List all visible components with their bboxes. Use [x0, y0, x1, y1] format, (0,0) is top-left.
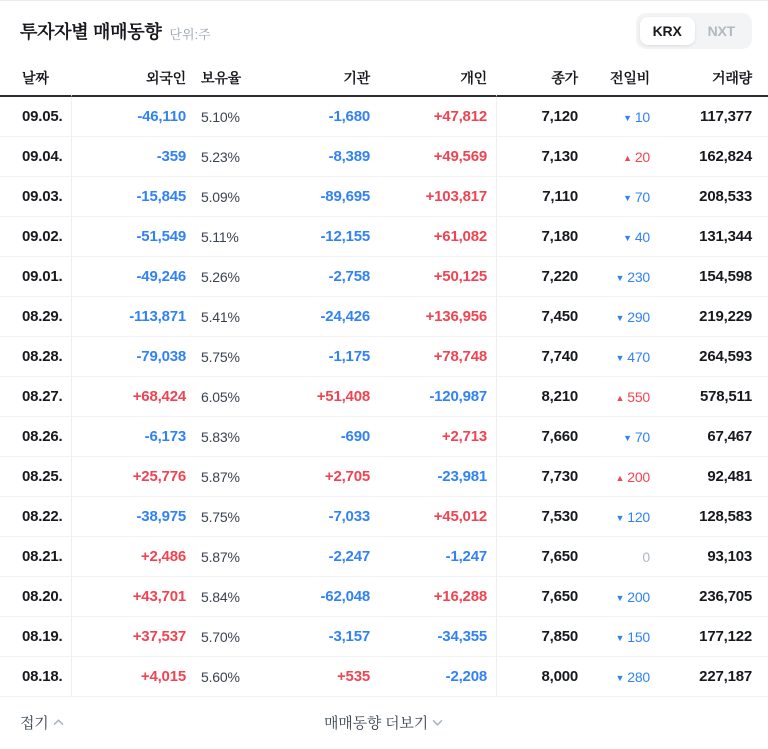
- table-row: [0, 177, 768, 217]
- cell-change: [578, 337, 650, 377]
- cell-close: 7,450: [497, 297, 578, 337]
- cell-individual: +49,569: [370, 137, 497, 177]
- cell-institution: -1,680: [254, 97, 370, 137]
- cell-date: 08.26.: [0, 417, 72, 457]
- down-arrow-icon: ▼: [623, 232, 632, 243]
- cell-volume: 128,583: [650, 497, 768, 537]
- cell-ratio: 5.23%: [186, 137, 254, 177]
- cell-close: 7,730: [497, 457, 578, 497]
- down-arrow-icon: ▼: [615, 632, 625, 643]
- cell-ratio: 5.41%: [186, 297, 254, 337]
- change-value: 550: [627, 388, 650, 405]
- cell-change: [578, 577, 650, 617]
- cell-institution: +535: [254, 657, 370, 697]
- cell-institution: -2,247: [254, 537, 370, 577]
- cell-ratio: 5.75%: [186, 497, 254, 537]
- cell-foreigner: +25,776: [72, 457, 186, 497]
- change-value: 10: [634, 108, 650, 125]
- cell-individual: +61,082: [370, 217, 497, 257]
- cell-institution: -1,175: [254, 337, 370, 377]
- cell-change: [578, 497, 650, 537]
- column-header-change: 전일비: [578, 61, 650, 97]
- cell-change: [578, 257, 650, 297]
- table-footer: [0, 697, 768, 748]
- change-value: 0: [642, 548, 650, 565]
- cell-institution: -62,048: [254, 577, 370, 617]
- cell-volume: 219,229: [650, 297, 768, 337]
- cell-ratio: 6.05%: [186, 377, 254, 417]
- cell-close: 7,110: [497, 177, 578, 217]
- change-value: 290: [627, 308, 650, 325]
- market-toggle: [636, 13, 752, 49]
- change-value: 70: [634, 188, 650, 205]
- table-row: [0, 577, 768, 617]
- cell-date: 08.25.: [0, 457, 72, 497]
- cell-volume: 131,344: [650, 217, 768, 257]
- cell-date: 09.05.: [0, 97, 72, 137]
- cell-institution: -3,157: [254, 617, 370, 657]
- cell-date: 08.20.: [0, 577, 72, 617]
- cell-date: 08.19.: [0, 617, 72, 657]
- collapse-button[interactable]: [20, 712, 65, 733]
- cell-ratio: 5.87%: [186, 457, 254, 497]
- cell-date: 09.03.: [0, 177, 72, 217]
- cell-institution: -8,389: [254, 137, 370, 177]
- cell-foreigner: -49,246: [72, 257, 186, 297]
- cell-volume: 177,122: [650, 617, 768, 657]
- cell-foreigner: -15,845: [72, 177, 186, 217]
- chevron-up-icon: [52, 716, 65, 729]
- cell-individual: +103,817: [370, 177, 497, 217]
- cell-close: 7,130: [497, 137, 578, 177]
- cell-volume: 227,187: [650, 657, 768, 697]
- cell-change: [578, 137, 650, 177]
- cell-volume: 93,103: [650, 537, 768, 577]
- change-value: 200: [627, 588, 650, 605]
- down-arrow-icon: ▼: [615, 272, 625, 283]
- cell-change: [578, 617, 650, 657]
- table-row: [0, 257, 768, 297]
- cell-change: [578, 177, 650, 217]
- change-value: 20: [634, 148, 650, 165]
- table-row: [0, 537, 768, 577]
- cell-close: 7,220: [497, 257, 578, 297]
- table-row: [0, 457, 768, 497]
- cell-individual: +47,812: [370, 97, 497, 137]
- cell-close: 7,740: [497, 337, 578, 377]
- down-arrow-icon: ▼: [615, 672, 625, 683]
- cell-date: 08.21.: [0, 537, 72, 577]
- table-row: [0, 497, 768, 537]
- unit-label: 단위:주: [169, 26, 211, 42]
- cell-date: 08.22.: [0, 497, 72, 537]
- down-arrow-icon: ▼: [615, 592, 625, 603]
- cell-institution: -89,695: [254, 177, 370, 217]
- cell-institution: +51,408: [254, 377, 370, 417]
- column-header-institution: 기관: [254, 61, 370, 97]
- cell-foreigner: -79,038: [72, 337, 186, 377]
- cell-change: [578, 457, 650, 497]
- page-title: 투자자별 매매동향: [20, 22, 162, 42]
- change-value: 230: [627, 268, 650, 285]
- table-row: [0, 97, 768, 137]
- cell-date: 09.02.: [0, 217, 72, 257]
- down-arrow-icon: ▼: [615, 352, 625, 363]
- cell-ratio: 5.11%: [186, 217, 254, 257]
- cell-change: [578, 377, 650, 417]
- cell-volume: 67,467: [650, 417, 768, 457]
- cell-foreigner: +4,015: [72, 657, 186, 697]
- nxt-toggle-button[interactable]: NXT: [695, 17, 748, 45]
- up-arrow-icon: ▲: [615, 392, 625, 403]
- cell-institution: -24,426: [254, 297, 370, 337]
- change-value: 40: [634, 228, 650, 245]
- down-arrow-icon: ▼: [615, 512, 625, 523]
- cell-date: 09.01.: [0, 257, 72, 297]
- cell-volume: 264,593: [650, 337, 768, 377]
- cell-volume: 578,511: [650, 377, 768, 417]
- cell-close: 7,180: [497, 217, 578, 257]
- cell-individual: +50,125: [370, 257, 497, 297]
- chevron-down-icon: [431, 716, 444, 729]
- cell-individual: -2,208: [370, 657, 497, 697]
- cell-individual: -23,981: [370, 457, 497, 497]
- change-value: 200: [627, 468, 650, 485]
- cell-date: 09.04.: [0, 137, 72, 177]
- cell-foreigner: +43,701: [72, 577, 186, 617]
- cell-close: 7,530: [497, 497, 578, 537]
- cell-ratio: 5.83%: [186, 417, 254, 457]
- cell-foreigner: -46,110: [72, 97, 186, 137]
- titlebar: [0, 1, 768, 61]
- cell-institution: -690: [254, 417, 370, 457]
- cell-ratio: 5.60%: [186, 657, 254, 697]
- column-header-close: 종가: [497, 61, 578, 97]
- change-value: 70: [634, 428, 650, 445]
- table-row: [0, 337, 768, 377]
- cell-close: 8,210: [497, 377, 578, 417]
- cell-close: 7,650: [497, 537, 578, 577]
- cell-date: 08.18.: [0, 657, 72, 697]
- cell-volume: 117,377: [650, 97, 768, 137]
- cell-individual: -34,355: [370, 617, 497, 657]
- cell-change: [578, 297, 650, 337]
- cell-ratio: 5.84%: [186, 577, 254, 617]
- cell-foreigner: -6,173: [72, 417, 186, 457]
- cell-individual: +78,748: [370, 337, 497, 377]
- cell-close: 7,650: [497, 577, 578, 617]
- cell-individual: +2,713: [370, 417, 497, 457]
- more-label: 매매동향 더보기: [324, 715, 428, 732]
- cell-ratio: 5.70%: [186, 617, 254, 657]
- table-row: [0, 417, 768, 457]
- cell-ratio: 5.09%: [186, 177, 254, 217]
- cell-ratio: 5.26%: [186, 257, 254, 297]
- cell-individual: -1,247: [370, 537, 497, 577]
- cell-volume: 154,598: [650, 257, 768, 297]
- column-header-volume: 거래량: [650, 61, 768, 97]
- column-header-individual: 개인: [370, 61, 497, 97]
- cell-individual: +16,288: [370, 577, 497, 617]
- cell-foreigner: +37,537: [72, 617, 186, 657]
- down-arrow-icon: ▼: [623, 432, 632, 443]
- cell-foreigner: -113,871: [72, 297, 186, 337]
- trading-table: [0, 61, 768, 697]
- cell-foreigner: -359: [72, 137, 186, 177]
- cell-change: [578, 537, 650, 577]
- cell-foreigner: -51,549: [72, 217, 186, 257]
- table-header-row: [0, 61, 768, 97]
- cell-close: 7,850: [497, 617, 578, 657]
- cell-volume: 162,824: [650, 137, 768, 177]
- collapse-label: 접기: [20, 715, 49, 732]
- cell-close: 8,000: [497, 657, 578, 697]
- change-value: 120: [627, 508, 650, 525]
- cell-ratio: 5.87%: [186, 537, 254, 577]
- cell-change: [578, 417, 650, 457]
- change-value: 150: [627, 628, 650, 645]
- cell-individual: -120,987: [370, 377, 497, 417]
- column-header-foreigner: 외국인: [72, 61, 186, 97]
- cell-change: [578, 217, 650, 257]
- up-arrow-icon: ▲: [615, 472, 625, 483]
- cell-foreigner: -38,975: [72, 497, 186, 537]
- cell-individual: +136,956: [370, 297, 497, 337]
- cell-foreigner: +68,424: [72, 377, 186, 417]
- cell-institution: +2,705: [254, 457, 370, 497]
- cell-foreigner: +2,486: [72, 537, 186, 577]
- cell-volume: 92,481: [650, 457, 768, 497]
- cell-institution: -2,758: [254, 257, 370, 297]
- table-row: [0, 217, 768, 257]
- more-button[interactable]: [324, 712, 444, 733]
- cell-change: [578, 657, 650, 697]
- cell-ratio: 5.75%: [186, 337, 254, 377]
- cell-volume: 236,705: [650, 577, 768, 617]
- cell-date: 08.28.: [0, 337, 72, 377]
- change-value: 280: [627, 668, 650, 685]
- column-header-ratio: 보유율: [186, 61, 254, 97]
- cell-institution: -7,033: [254, 497, 370, 537]
- up-arrow-icon: ▲: [623, 152, 632, 163]
- cell-institution: -12,155: [254, 217, 370, 257]
- down-arrow-icon: ▼: [623, 112, 632, 123]
- cell-date: 08.27.: [0, 377, 72, 417]
- krx-toggle-button[interactable]: KRX: [640, 17, 695, 45]
- cell-close: 7,120: [497, 97, 578, 137]
- table-row: [0, 377, 768, 417]
- cell-change: [578, 97, 650, 137]
- table-row: [0, 657, 768, 697]
- cell-close: 7,660: [497, 417, 578, 457]
- table-row: [0, 137, 768, 177]
- cell-volume: 208,533: [650, 177, 768, 217]
- table-row: [0, 297, 768, 337]
- table-row: [0, 617, 768, 657]
- down-arrow-icon: ▼: [623, 192, 632, 203]
- cell-individual: +45,012: [370, 497, 497, 537]
- cell-ratio: 5.10%: [186, 97, 254, 137]
- cell-date: 08.29.: [0, 297, 72, 337]
- column-header-date: 날짜: [0, 61, 72, 97]
- change-value: 470: [627, 348, 650, 365]
- down-arrow-icon: ▼: [615, 312, 625, 323]
